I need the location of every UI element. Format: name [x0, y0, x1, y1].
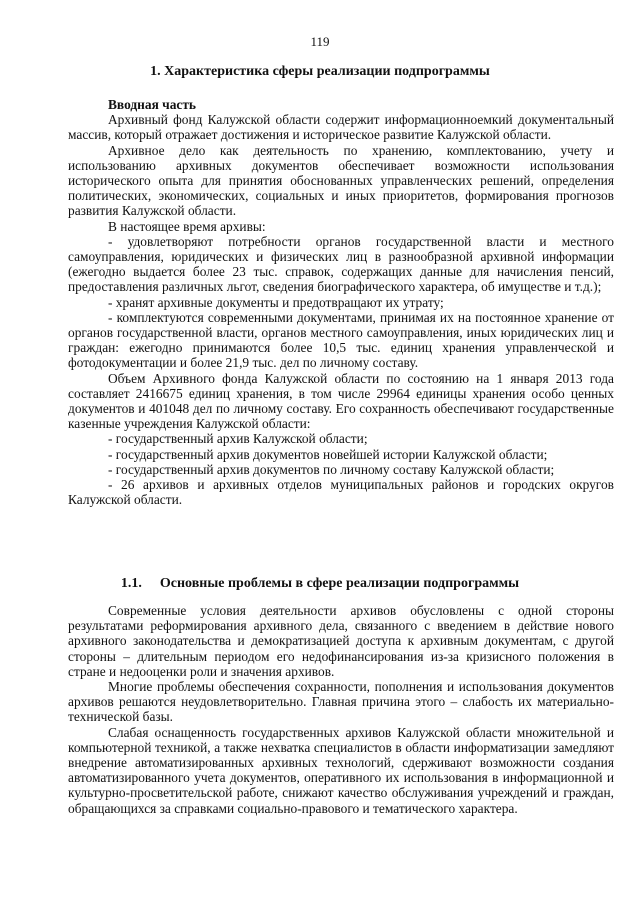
list-item: - удовлетворяют потребности органов государственной власти и местного самоуправления, юридических и физических лиц в разнообразной архивной информации (ежегодно выдается более 23 тыс. справок, содержащих данные для начисления пенсий, предоставления различных льгот, сведения биографического характера, об имуществе и т.д.);: [68, 233, 614, 295]
list-item: - государственный архив документов по личному составу Калужской области;: [108, 461, 555, 477]
list-item: - государственный архив Калужской области;: [108, 431, 368, 447]
subsection-body: [68, 603, 614, 816]
paragraph: Архивное дело как деятельность по хранению, комплектованию, учету и использованию архивных документов обеспечивает возможности использования исторического опыта для принятия обоснованных управленческих решений, определения политических, экономических, социальных и иных приоритетов, формирования прогнозов развития Калужской области.: [68, 142, 614, 219]
intro-subtitle: Вводная часть: [108, 97, 197, 112]
paragraph: Объем Архивного фонда Калужской области по состоянию на 1 января 2013 года составляет 2416675 единиц хранения, в том числе 29964 единицы хранения особо ценных документов и 401048 дел по личному составу. Его сохранность обеспечивают государственные казенные учреждения Калужской области:: [68, 370, 614, 432]
paragraph: Многие проблемы обеспечения сохранности, пополнения и использования документов архивов решаются неудовлетворительно. Главная причина этого – слабость их материально-технической базы.: [68, 679, 614, 725]
paragraph: Современные условия деятельности архивов обусловлены с одной стороны результатами реформирования архивного дела, связанного с введением в действие нового архивного законодательства и демократизацией доступа к архивным документам, с другой стороны – длительным периодом его недофинансирования из-за кризисного положения в стране и недооценки роли и значения архивов.: [68, 603, 614, 679]
list-item: - хранят архивные документы и предотвращают их утрату;: [108, 294, 444, 310]
page-number: 119: [310, 34, 330, 49]
paragraph: Архивный фонд Калужской области содержит информационноемкий документальный массив, который отражает достижения и историческое развитие Калужской области.: [68, 112, 614, 143]
subsection-number: 1.1.: [120, 576, 142, 591]
paragraph: Слабая оснащенность государственных архивов Калужской области множительной и компьютерной техникой, а также нехватка специалистов в области информатизации замедляют внедрение автоматизированных архивных технологий, сдерживают возможности создания автоматизированного учета документов, оперативного их использования в информационной и культурно-просветительской работе, снижают качество обслуживания учреждений и граждан, обращающихся за справками социально-правового и тематического характера.: [68, 724, 614, 816]
section-body: [68, 97, 614, 507]
list-item: - 26 архивов и архивных отделов муниципальных районов и городских округов Калужской области.: [68, 477, 614, 508]
paragraph: В настоящее время архивы:: [108, 218, 266, 234]
subsection-title: [0, 576, 640, 591]
list-item: - комплектуются современными документами, принимая их на постоянное хранение от органов государственной власти, органов местного самоуправления, иных юридических лиц и граждан: ежегодно принимаются более 10,5 тыс. единиц хранения управленческой и фотодокументации и более 21,9 тыс. дел по личному составу.: [68, 309, 614, 371]
section-title: 1. Характеристика сферы реализации подпрограммы: [150, 64, 490, 79]
list-item: - государственный архив документов новейшей истории Калужской области;: [108, 446, 548, 462]
subsection-title-text: Основные проблемы в сфере реализации подпрограммы: [159, 576, 520, 591]
